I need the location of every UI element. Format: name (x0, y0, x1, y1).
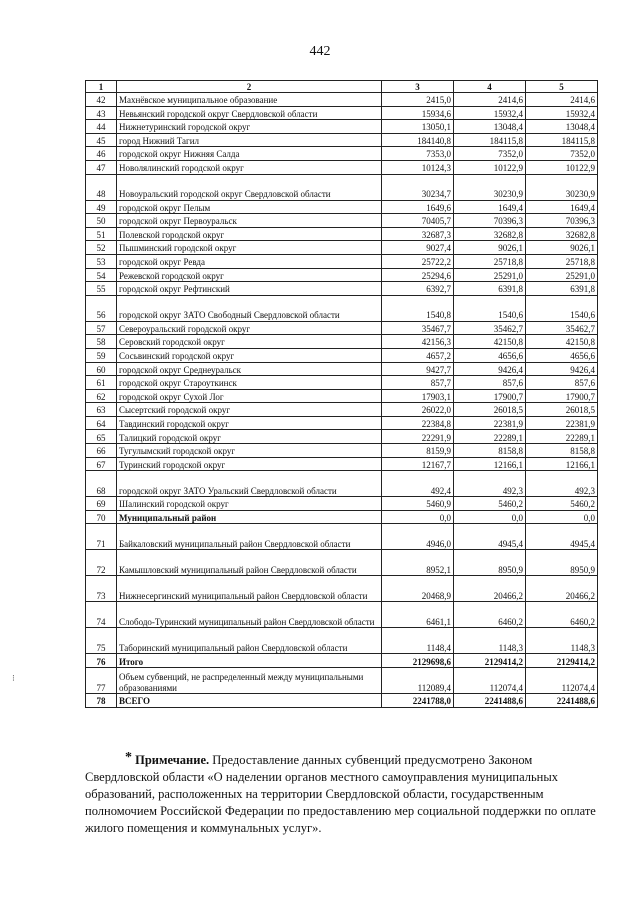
value-col-5: 25291,0 (526, 268, 598, 282)
value-col-5: 1649,4 (526, 200, 598, 214)
value-col-4: 9426,4 (454, 362, 526, 376)
row-number: 71 (86, 524, 117, 550)
row-number: 46 (86, 147, 117, 161)
value-col-5: 0,0 (526, 510, 598, 524)
value-col-5: 8158,8 (526, 444, 598, 458)
municipality-name: Тавдинский городской округ (117, 416, 382, 430)
table-row (86, 524, 598, 550)
value-col-3: 1649,6 (382, 200, 454, 214)
value-col-3: 25722,2 (382, 254, 454, 268)
value-col-4: 4656,6 (454, 348, 526, 362)
value-col-5: 15932,4 (526, 106, 598, 120)
value-col-4: 26018,5 (454, 403, 526, 417)
value-col-5: 42150,8 (526, 335, 598, 349)
table-row (86, 457, 598, 471)
value-col-3: 42156,3 (382, 335, 454, 349)
value-col-5: 25718,8 (526, 254, 598, 268)
municipality-name: городской округ ЗАТО Свободный Свердловской области (117, 295, 382, 321)
row-number: 53 (86, 254, 117, 268)
table-row (86, 160, 598, 174)
value-col-4: 2414,6 (454, 93, 526, 107)
municipality-name: городской округ Среднеуральск (117, 362, 382, 376)
value-col-3: 9427,7 (382, 362, 454, 376)
municipality-name: Невьянский городской округ Свердловской области (117, 106, 382, 120)
table-row (86, 227, 598, 241)
value-col-4: 184115,8 (454, 133, 526, 147)
row-number: 51 (86, 227, 117, 241)
row-number: 70 (86, 510, 117, 524)
value-col-4: 4945,4 (454, 524, 526, 550)
value-col-3: 2241788,0 (382, 694, 454, 708)
municipality-name: Нижнесергинский муниципальный район Свердловской области (117, 576, 382, 602)
value-col-4: 12166,1 (454, 457, 526, 471)
table-row (86, 200, 598, 214)
footnote-asterisk: * (125, 750, 132, 765)
value-col-4: 35462,7 (454, 321, 526, 335)
municipality-name: Байкаловский муниципальный район Свердловской области (117, 524, 382, 550)
value-col-3: 10124,3 (382, 160, 454, 174)
value-col-3: 7353,0 (382, 147, 454, 161)
value-col-3: 9027,4 (382, 241, 454, 255)
row-number: 43 (86, 106, 117, 120)
value-col-4: 2129414,2 (454, 654, 526, 668)
header-cell-3: 3 (382, 81, 454, 93)
value-col-4: 32682,8 (454, 227, 526, 241)
row-number: 61 (86, 376, 117, 390)
value-col-4: 25291,0 (454, 268, 526, 282)
value-col-3: 4946,0 (382, 524, 454, 550)
value-col-3: 1148,4 (382, 628, 454, 654)
table-row (86, 254, 598, 268)
value-col-3: 857,7 (382, 376, 454, 390)
value-col-5: 26018,5 (526, 403, 598, 417)
municipality-name: городской округ Первоуральск (117, 214, 382, 228)
municipality-name: Режевской городской округ (117, 268, 382, 282)
value-col-5: 6460,2 (526, 602, 598, 628)
municipality-name: городской округ Сухой Лог (117, 389, 382, 403)
table-row (86, 321, 598, 335)
row-number: 72 (86, 550, 117, 576)
table-row (86, 376, 598, 390)
table-row (86, 510, 598, 524)
table-row (86, 694, 598, 708)
table-row (86, 430, 598, 444)
value-col-4: 8158,8 (454, 444, 526, 458)
footnote (85, 752, 600, 837)
value-col-5: 6391,8 (526, 282, 598, 296)
municipality-name: Махнёвское муниципальное образование (117, 93, 382, 107)
value-col-3: 26022,0 (382, 403, 454, 417)
municipality-name: ВСЕГО (117, 694, 382, 708)
value-col-3: 30234,7 (382, 174, 454, 200)
value-col-4: 22289,1 (454, 430, 526, 444)
table-row (86, 654, 598, 668)
row-number: 52 (86, 241, 117, 255)
value-col-4: 492,3 (454, 471, 526, 497)
value-col-5: 35462,7 (526, 321, 598, 335)
value-col-3: 13050,1 (382, 120, 454, 134)
value-col-4: 15932,4 (454, 106, 526, 120)
row-number: 55 (86, 282, 117, 296)
value-col-3: 22384,8 (382, 416, 454, 430)
value-col-4: 9026,1 (454, 241, 526, 255)
value-col-3: 184140,8 (382, 133, 454, 147)
value-col-4: 0,0 (454, 510, 526, 524)
value-col-3: 70405,7 (382, 214, 454, 228)
value-col-3: 112089,4 (382, 668, 454, 694)
table-row (86, 106, 598, 120)
value-col-5: 5460,2 (526, 497, 598, 511)
header-cell-2: 2 (117, 81, 382, 93)
value-col-5: 857,6 (526, 376, 598, 390)
value-col-5: 20466,2 (526, 576, 598, 602)
row-number: 48 (86, 174, 117, 200)
table-row (86, 602, 598, 628)
table-row (86, 497, 598, 511)
value-col-3: 4657,2 (382, 348, 454, 362)
table-row (86, 628, 598, 654)
municipality-name: Муниципальный район (117, 510, 382, 524)
value-col-5: 7352,0 (526, 147, 598, 161)
row-number: 74 (86, 602, 117, 628)
row-number: 60 (86, 362, 117, 376)
value-col-5: 17900,7 (526, 389, 598, 403)
table-row (86, 295, 598, 321)
value-col-5: 70396,3 (526, 214, 598, 228)
value-col-5: 2414,6 (526, 93, 598, 107)
value-col-5: 492,3 (526, 471, 598, 497)
municipality-name: Пышминский городской округ (117, 241, 382, 255)
value-col-4: 5460,2 (454, 497, 526, 511)
value-col-3: 0,0 (382, 510, 454, 524)
row-number: 76 (86, 654, 117, 668)
table-row (86, 576, 598, 602)
row-number: 62 (86, 389, 117, 403)
row-number: 78 (86, 694, 117, 708)
row-number: 45 (86, 133, 117, 147)
value-col-3: 15934,6 (382, 106, 454, 120)
table-row (86, 444, 598, 458)
row-number: 57 (86, 321, 117, 335)
value-col-3: 17903,1 (382, 389, 454, 403)
value-col-5: 1148,3 (526, 628, 598, 654)
value-col-5: 2129414,2 (526, 654, 598, 668)
row-number: 47 (86, 160, 117, 174)
municipality-name: Тугулымский городской округ (117, 444, 382, 458)
municipality-name: Новолялинский городской округ (117, 160, 382, 174)
table-row (86, 416, 598, 430)
value-col-4: 13048,4 (454, 120, 526, 134)
row-number: 75 (86, 628, 117, 654)
value-col-3: 22291,9 (382, 430, 454, 444)
municipality-name: Слободо-Туринский муниципальный район Свердловской области (117, 602, 382, 628)
value-col-4: 25718,8 (454, 254, 526, 268)
value-col-4: 30230,9 (454, 174, 526, 200)
value-col-3: 20468,9 (382, 576, 454, 602)
value-col-3: 35467,7 (382, 321, 454, 335)
value-col-5: 12166,1 (526, 457, 598, 471)
table-row (86, 174, 598, 200)
value-col-3: 12167,7 (382, 457, 454, 471)
value-col-5: 8950,9 (526, 550, 598, 576)
value-col-4: 1148,3 (454, 628, 526, 654)
row-number: 73 (86, 576, 117, 602)
value-col-5: 22381,9 (526, 416, 598, 430)
row-number: 66 (86, 444, 117, 458)
table-header-row (86, 81, 598, 93)
value-col-5: 4656,6 (526, 348, 598, 362)
row-number: 65 (86, 430, 117, 444)
table-row (86, 471, 598, 497)
table-row (86, 550, 598, 576)
municipality-name: Талицкий городской округ (117, 430, 382, 444)
value-col-3: 8952,1 (382, 550, 454, 576)
value-col-3: 6392,7 (382, 282, 454, 296)
table-row (86, 147, 598, 161)
municipality-name: Новоуральский городской округ Свердловской области (117, 174, 382, 200)
municipality-name: городской округ Староуткинск (117, 376, 382, 390)
value-col-4: 1540,6 (454, 295, 526, 321)
row-number: 68 (86, 471, 117, 497)
municipality-name: Серовский городской округ (117, 335, 382, 349)
margin-mark: ⁝ (12, 673, 15, 683)
value-col-5: 9426,4 (526, 362, 598, 376)
value-col-3: 492,4 (382, 471, 454, 497)
value-col-3: 32687,3 (382, 227, 454, 241)
table-row (86, 268, 598, 282)
value-col-5: 4945,4 (526, 524, 598, 550)
municipality-name: Итого (117, 654, 382, 668)
municipality-name: Сысертский городской округ (117, 403, 382, 417)
value-col-4: 20466,2 (454, 576, 526, 602)
table-body (86, 93, 598, 708)
value-col-3: 25294,6 (382, 268, 454, 282)
value-col-5: 30230,9 (526, 174, 598, 200)
municipality-name: городской округ Рефтинский (117, 282, 382, 296)
municipality-name: Сосьвинский городской округ (117, 348, 382, 362)
table-row (86, 668, 598, 694)
row-number: 63 (86, 403, 117, 417)
value-col-5: 184115,8 (526, 133, 598, 147)
table-row (86, 93, 598, 107)
value-col-5: 1540,6 (526, 295, 598, 321)
row-number: 42 (86, 93, 117, 107)
row-number: 77 (86, 668, 117, 694)
table-row (86, 282, 598, 296)
value-col-4: 10122,9 (454, 160, 526, 174)
municipality-name: городской округ Пелым (117, 200, 382, 214)
header-cell-5: 5 (526, 81, 598, 93)
value-col-4: 2241488,6 (454, 694, 526, 708)
row-number: 69 (86, 497, 117, 511)
value-col-4: 17900,7 (454, 389, 526, 403)
value-col-5: 112074,4 (526, 668, 598, 694)
table-row (86, 133, 598, 147)
value-col-5: 22289,1 (526, 430, 598, 444)
municipality-name: Полевской городской округ (117, 227, 382, 241)
row-number: 54 (86, 268, 117, 282)
value-col-4: 857,6 (454, 376, 526, 390)
municipality-name: Таборинский муниципальный район Свердловской области (117, 628, 382, 654)
value-col-5: 2241488,6 (526, 694, 598, 708)
municipality-name: Объем субвенций, не распределенный между муниципальными образованиями (117, 668, 382, 694)
value-col-4: 1649,4 (454, 200, 526, 214)
row-number: 64 (86, 416, 117, 430)
subsidies-table (85, 80, 598, 708)
footnote-label: Примечание. (135, 753, 210, 767)
table-row (86, 214, 598, 228)
value-col-3: 2415,0 (382, 93, 454, 107)
value-col-4: 7352,0 (454, 147, 526, 161)
row-number: 67 (86, 457, 117, 471)
value-col-4: 6460,2 (454, 602, 526, 628)
municipality-name: городской округ Ревда (117, 254, 382, 268)
value-col-4: 42150,8 (454, 335, 526, 349)
value-col-4: 8950,9 (454, 550, 526, 576)
value-col-3: 6461,1 (382, 602, 454, 628)
table-row (86, 348, 598, 362)
value-col-5: 9026,1 (526, 241, 598, 255)
value-col-4: 70396,3 (454, 214, 526, 228)
municipality-name: Камышловский муниципальный район Свердловской области (117, 550, 382, 576)
row-number: 44 (86, 120, 117, 134)
page-number: 442 (309, 44, 331, 59)
value-col-5: 32682,8 (526, 227, 598, 241)
municipality-name: Туринский городской округ (117, 457, 382, 471)
municipality-name: Шалинский городской округ (117, 497, 382, 511)
table-row (86, 241, 598, 255)
header-cell-1: 1 (86, 81, 117, 93)
municipality-name: городской округ ЗАТО Уральский Свердловской области (117, 471, 382, 497)
value-col-4: 6391,8 (454, 282, 526, 296)
table-row (86, 335, 598, 349)
row-number: 59 (86, 348, 117, 362)
value-col-3: 8159,9 (382, 444, 454, 458)
row-number: 58 (86, 335, 117, 349)
table-row (86, 120, 598, 134)
footnote-text: Предоставление данных субвенций предусмотрено Законом Свердловской области «О наделении органов местного самоуправления муниципальных образований, расположенных на территории Свердловской области, государственным полномочием Российской Федерации по предоставлению мер социальной поддержки по оплате жилого помещения и коммунальных услуг». (85, 753, 596, 835)
value-col-5: 13048,4 (526, 120, 598, 134)
municipality-name: городской округ Нижняя Салда (117, 147, 382, 161)
municipality-name: Нижнетуринский городской округ (117, 120, 382, 134)
municipality-name: Североуральский городской округ (117, 321, 382, 335)
value-col-5: 10122,9 (526, 160, 598, 174)
row-number: 56 (86, 295, 117, 321)
row-number: 50 (86, 214, 117, 228)
municipality-name: город Нижний Тагил (117, 133, 382, 147)
value-col-4: 22381,9 (454, 416, 526, 430)
value-col-3: 2129698,6 (382, 654, 454, 668)
value-col-4: 112074,4 (454, 668, 526, 694)
value-col-3: 1540,8 (382, 295, 454, 321)
header-cell-4: 4 (454, 81, 526, 93)
table-row (86, 403, 598, 417)
table-row (86, 362, 598, 376)
table-row (86, 389, 598, 403)
value-col-3: 5460,9 (382, 497, 454, 511)
row-number: 49 (86, 200, 117, 214)
